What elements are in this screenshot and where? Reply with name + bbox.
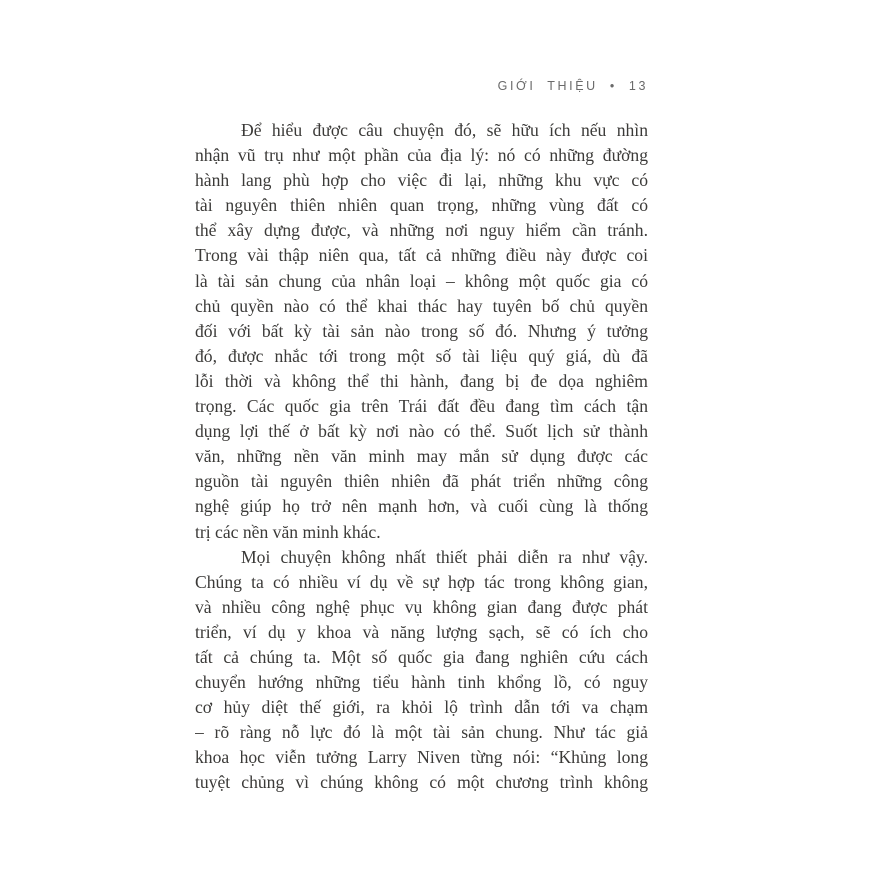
running-header: GIỚI THIỆU • 13 (497, 79, 648, 93)
text-line: khoa học viễn tưởng Larry Niven từng nói: “Khủng long (195, 747, 648, 768)
text-line: lỗi thời và không thể thi hành, đang bị đe dọa nghiêm (195, 370, 648, 391)
text-line: văn, những nền văn minh may mắn sử dụng được các (195, 446, 648, 467)
paragraph (195, 545, 648, 796)
text-line: là tài sản chung của nhân loại – không một quốc gia có (195, 270, 648, 291)
text-column (195, 78, 648, 796)
text-line: – rõ ràng nỗ lực đó là một tài sản chung. Như tác giả (195, 722, 648, 743)
text-line: chuyển hướng những tiểu hành tinh khổng lồ, có nguy (195, 672, 648, 693)
text-line: tài nguyên thiên nhiên quan trọng, những vùng đất có (195, 195, 648, 216)
text-line: nguồn tài nguyên thiên nhiên đã phát triển những công (195, 471, 648, 492)
text-line: chủ quyền nào có thể khai thác hay tuyên bố chủ quyền (195, 295, 648, 316)
text-line: đó, được nhắc tới trong một số tài liệu quý giá, dù đã (195, 345, 648, 366)
text-line: thể xây dựng được, và những nơi nguy hiểm cần tránh. (195, 220, 648, 241)
text-line: Chúng ta có nhiều ví dụ về sự hợp tác trong không gian, (195, 571, 648, 592)
text-line: nghệ giúp họ trở nên mạnh hơn, và cuối cùng là thống (195, 496, 648, 517)
text-line: trị các nền văn minh khác. (195, 521, 381, 542)
text-line: đối với bất kỳ tài sản nào trong số đó. Nhưng ý tưởng (195, 320, 648, 341)
text-line: nhận vũ trụ như một phần của địa lý: nó có những đường (195, 145, 648, 166)
text-line: tất cả chúng ta. Một số quốc gia đang nghiên cứu cách (195, 646, 648, 667)
body-text (195, 118, 648, 796)
paragraph (195, 118, 648, 545)
text-line: hành lang phù hợp cho việc đi lại, những khu vực có (195, 170, 648, 191)
text-line: triển, ví dụ y khoa và năng lượng sạch, sẽ có ích cho (195, 621, 648, 642)
text-line: trọng. Các quốc gia trên Trái đất đều đang tìm cách tận (195, 396, 648, 417)
text-line: Để hiểu được câu chuyện đó, sẽ hữu ích nếu nhìn (241, 120, 648, 140)
text-line: và nhiều công nghệ phục vụ không gian đang được phát (195, 596, 648, 617)
text-line: Trong vài thập niên qua, tất cả những điều này được coi (195, 245, 648, 266)
text-line: Mọi chuyện không nhất thiết phải diễn ra như vậy. (241, 546, 648, 567)
text-line: cơ hủy diệt thế giới, ra khỏi lộ trình dẫn tới va chạm (195, 697, 648, 718)
text-line: tuyệt chủng vì chúng không có một chương trình không (195, 772, 648, 793)
text-line: dụng lợi thế ở bất kỳ nơi nào có thể. Suốt lịch sử thành (195, 421, 648, 442)
